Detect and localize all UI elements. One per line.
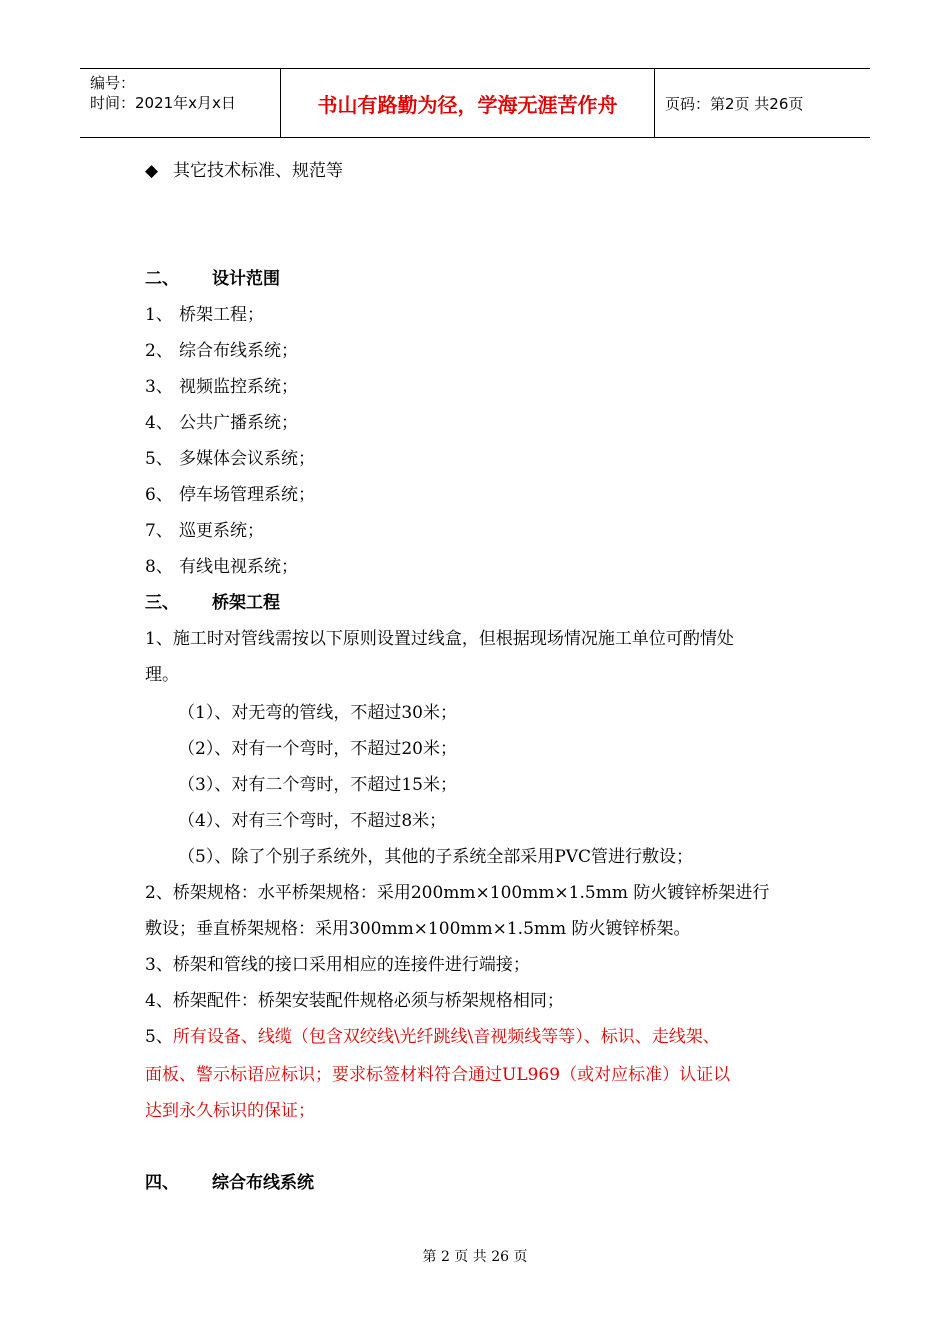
header-time: 时间：2021年x月x日 <box>90 94 236 112</box>
list-item <box>145 304 264 326</box>
list-item <box>145 556 298 578</box>
section-heading-2 <box>145 268 280 290</box>
item-number: 1、 <box>145 305 173 325</box>
section-heading-4 <box>145 1172 314 1194</box>
item-text: 综合布线系统； <box>179 341 298 361</box>
item-number: 4、 <box>145 413 173 433</box>
item-number: 5、 <box>145 1027 173 1047</box>
red-text: 所有设备、线缆（包含双绞线\光纤跳线\音视频线等等）、标识、走线架、 <box>172 1027 720 1047</box>
paragraph-line: 1、施工时对管线需按以下原则设置过线盒，但根据现场情况施工单位可酌情处 <box>145 629 734 649</box>
item-number: 8、 <box>145 557 173 577</box>
list-item <box>145 340 298 362</box>
paragraph-line: 理。 <box>145 665 179 685</box>
page-header <box>80 68 870 138</box>
paragraph-line: 4、桥架配件：桥架安装配件规格必须与桥架规格相同； <box>145 991 564 1011</box>
paragraph-line: 2、桥架规格：水平桥架规格：采用200mm×100mm×1.5mm 防火镀锌桥架进行 <box>145 883 770 903</box>
item-text: 视频监控系统； <box>179 377 298 397</box>
sub-item: （2）、对有一个弯时，不超过20米； <box>178 739 457 759</box>
paragraph-line: 3、桥架和管线的接口采用相应的连接件进行端接； <box>145 955 530 975</box>
paragraph-line-red: 面板、警示标语应标识；要求标签材料符合通过UL969（或对应标准）认证以 <box>145 1065 731 1085</box>
item-text: 停车场管理系统； <box>179 485 315 505</box>
list-item <box>145 448 315 470</box>
header-meta <box>80 69 281 137</box>
bullet-text: 其它技术标准、规范等 <box>173 161 343 181</box>
item-text: 巡更系统； <box>179 521 264 541</box>
paragraph-line: 敷设；垂直桥架规格：采用300mm×100mm×1.5mm 防火镀锌桥架。 <box>145 919 691 939</box>
section-title: 设计范围 <box>212 269 280 289</box>
sub-item: （1）、对无弯的管线，不超过30米； <box>178 703 457 723</box>
sub-item: （3）、对有二个弯时，不超过15米； <box>178 775 457 795</box>
bullet-item <box>145 160 343 182</box>
list-item <box>145 412 298 434</box>
paragraph-line-red <box>145 1026 720 1048</box>
item-text: 公共广播系统； <box>179 413 298 433</box>
diamond-bullet-icon: ◆ <box>145 161 159 181</box>
section-number: 二、 <box>145 269 179 289</box>
page-footer: 第 2 页 共 26 页 <box>422 1249 528 1265</box>
sub-item: （5）、除了个别子系统外，其他的子系统全部采用PVC管进行敷设； <box>178 847 694 867</box>
paragraph-line-red: 达到永久标识的保证； <box>145 1101 315 1121</box>
item-text: 桥架工程； <box>179 305 264 325</box>
header-motto: 书山有路勤为径，学海无涯苦作舟 <box>281 69 655 137</box>
item-number: 5、 <box>145 449 173 469</box>
list-item <box>145 484 315 506</box>
item-number: 6、 <box>145 485 173 505</box>
list-item <box>145 520 264 542</box>
section-heading-3 <box>145 592 280 614</box>
section-title: 桥架工程 <box>212 593 280 613</box>
item-text: 多媒体会议系统； <box>179 449 315 469</box>
sub-item: （4）、对有三个弯时，不超过8米； <box>178 811 447 831</box>
list-item <box>145 376 298 398</box>
header-page-info: 页码：第2页 共26页 <box>665 94 804 113</box>
header-code: 编号： <box>90 74 136 92</box>
item-number: 7、 <box>145 521 173 541</box>
item-text: 有线电视系统； <box>179 557 298 577</box>
item-number: 2、 <box>145 341 173 361</box>
section-number: 三、 <box>145 593 179 613</box>
section-title: 综合布线系统 <box>212 1173 314 1193</box>
section-number: 四、 <box>145 1173 179 1193</box>
item-number: 3、 <box>145 377 173 397</box>
